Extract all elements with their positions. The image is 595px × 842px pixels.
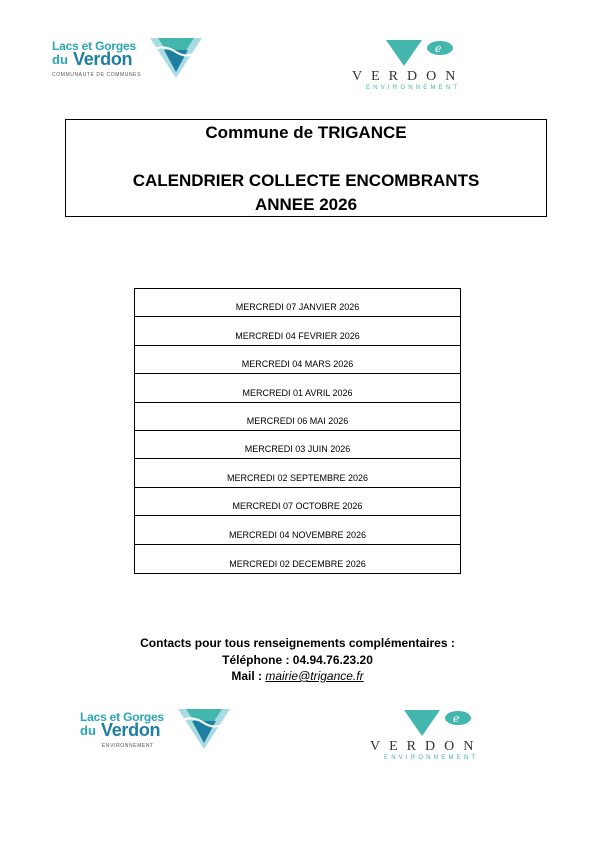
verdon-v-icon	[150, 38, 202, 80]
date-row: MERCREDI 02 DECEMBRE 2026	[229, 558, 366, 569]
collection-dates-table	[134, 288, 461, 574]
title-box	[65, 119, 547, 217]
logo-line2b: Verdon	[101, 720, 161, 740]
year-title: ANNEE 2026	[254, 195, 358, 214]
lacs-gorges-verdon-logo-bottom	[80, 710, 240, 760]
date-row: MERCREDI 06 MAI 2026	[135, 403, 460, 431]
logo-word: VERDON	[352, 69, 465, 84]
date-row: MERCREDI 07 OCTOBRE 2026	[135, 488, 460, 516]
logo-subtitle: ENVIRONNEMENT	[366, 85, 461, 91]
mail-label: Mail :	[231, 669, 263, 683]
contacts-mail-line	[0, 669, 595, 683]
logo-word: VERDON	[370, 739, 483, 754]
logo-line2b: Verdon	[73, 49, 133, 69]
date-row: MERCREDI 04 MARS 2026	[135, 346, 460, 374]
logo-subtitle: ENVIRONNEMENT	[384, 755, 479, 761]
verdon-v-icon	[178, 709, 230, 751]
date-row: MERCREDI 07 JANVIER 2026	[135, 289, 460, 317]
logo-line1: Lacs et Gorges	[80, 710, 164, 724]
verdon-environnement-logo-top	[352, 40, 512, 90]
date-row: MERCREDI 04 FEVRIER 2026	[135, 317, 460, 345]
svg-text:e: e	[453, 712, 460, 725]
logo-subtitle: COMMUNAUTE DE COMMUNES	[52, 72, 142, 78]
date-row: MERCREDI 04 NOVEMBRE 2026	[135, 516, 460, 544]
verdon-environnement-logo-bottom	[370, 710, 530, 760]
svg-text:e: e	[435, 42, 442, 55]
date-row: MERCREDI 02 SEPTEMBRE 2026	[135, 459, 460, 487]
logo-line2a: du	[52, 52, 68, 67]
commune-title: Commune de TRIGANCE	[205, 123, 407, 142]
date-row: MERCREDI 03 JUIN 2026	[135, 431, 460, 459]
contacts-heading: Contacts pour tous renseignements complémentaires :	[140, 636, 455, 650]
mail-link[interactable]: mairie@trigance.fr	[265, 669, 364, 683]
date-row: MERCREDI 01 AVRIL 2026	[135, 374, 460, 402]
logo-line2a: du	[80, 723, 96, 738]
contacts-phone: Téléphone : 04.94.76.23.20	[222, 653, 373, 667]
logo-subtitle: ENVIRONNEMENT	[102, 743, 154, 749]
logo-line1: Lacs et Gorges	[52, 39, 136, 53]
calendar-title: CALENDRIER COLLECTE ENCOMBRANTS	[132, 171, 480, 190]
lacs-gorges-verdon-logo-top	[52, 39, 212, 89]
